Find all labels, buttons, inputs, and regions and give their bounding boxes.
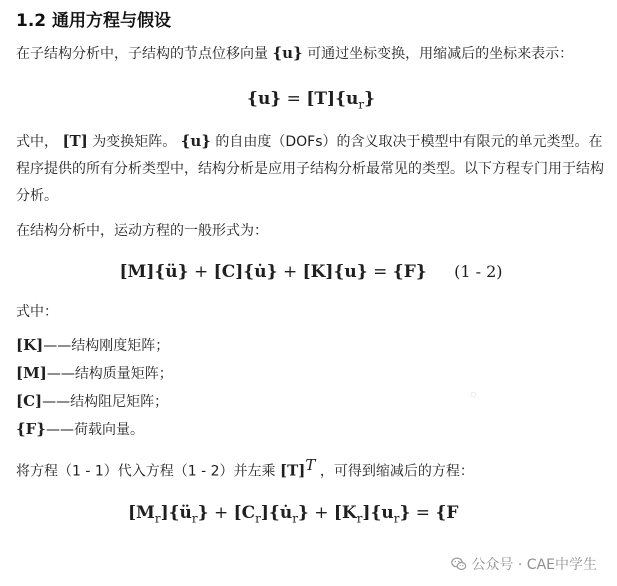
- definition-symbol: [C]: [16, 392, 43, 410]
- displacement-vector: {u}: [333, 262, 368, 282]
- watermark-text: 公众号 · CAE中学生: [471, 557, 597, 573]
- subscript-r: r: [154, 511, 161, 526]
- intro-text-before: 在子结构分析中，子结构的节点位移向量: [16, 46, 268, 62]
- definition-text: ——荷载向量。: [45, 422, 144, 438]
- reduced-stiffness-matrix: [K: [333, 502, 357, 523]
- equals-sign: =: [373, 262, 388, 282]
- definition-symbol: {F}: [16, 420, 46, 438]
- mass-matrix: [M]: [119, 262, 155, 282]
- definition-item: [16, 332, 606, 360]
- wechat-icon: [451, 556, 467, 572]
- subst-text-1: 将方程（1 - 1）代入方程（1 - 2）并左乘: [16, 463, 276, 480]
- velocity-vector: {u̇}: [243, 262, 278, 282]
- definition-list: [16, 332, 606, 444]
- definition-item: [16, 416, 606, 444]
- definition-symbol: [K]: [16, 336, 44, 354]
- stiffness-matrix: [K]: [302, 262, 334, 282]
- subscript-r: r: [356, 511, 363, 526]
- reduced-load-vector: {F: [435, 502, 459, 523]
- expl-text-1: 式中，: [16, 134, 58, 150]
- definition-item: [16, 360, 606, 388]
- equation-transform: [16, 84, 606, 114]
- definition-text: ——结构阻尼矩阵；: [42, 394, 169, 410]
- plus-sign: +: [213, 502, 229, 523]
- article-body: [16, 8, 606, 528]
- reduced-damping-matrix: [C: [233, 502, 256, 523]
- reduced-mass-matrix: [M: [128, 502, 155, 523]
- eq1-subscript: r: [358, 97, 365, 112]
- plus-sign: +: [194, 262, 209, 282]
- eq1-transform-matrix: [T]: [306, 89, 336, 109]
- subscript-r: r: [292, 511, 298, 526]
- equation-number: (1 - 2): [454, 262, 503, 281]
- transform-matrix-symbol: [T]: [62, 132, 88, 150]
- eq1-equals: =: [286, 89, 301, 109]
- wechat-watermark: [447, 554, 601, 574]
- expl-text-3: 的自由度（DOFs）的含义取决于模型中有限元的单元类型。在程序提供的所有分析类型中，结构分析是应用子结构分析最常见的类型。以下方程专门用于结构分析。: [16, 134, 604, 204]
- eq1-close-brace: }: [364, 89, 375, 109]
- definition-symbol: [M]: [16, 364, 47, 382]
- paragraph-explanation: [16, 128, 606, 210]
- intro-text-after: 可通过坐标变换，用缩减后的坐标来表示：: [307, 46, 574, 62]
- damping-matrix: [C]: [213, 262, 244, 282]
- equation-motion: [16, 257, 606, 287]
- dof-vector-symbol: {u}: [180, 132, 211, 150]
- subscript-r: r: [191, 511, 198, 526]
- reduced-displacement: {u: [370, 502, 394, 523]
- paragraph-motion-intro: 在结构分析中，运动方程的一般形式为：: [16, 223, 268, 239]
- plus-sign: +: [282, 262, 298, 282]
- section-heading: 1.2 通用方程与假设: [16, 11, 172, 31]
- displacement-vector-symbol: {u}: [272, 44, 303, 62]
- definition-item: [16, 388, 606, 416]
- definition-text: ——结构质量矩阵；: [46, 366, 173, 382]
- reduced-velocity: {u̇: [268, 502, 293, 523]
- equals-sign: =: [415, 502, 431, 523]
- plus-sign: +: [314, 502, 329, 523]
- paragraph-intro: [16, 40, 606, 68]
- transpose-matrix-symbol: [T]: [280, 461, 306, 480]
- subscript-r: r: [393, 511, 400, 526]
- eq1-reduced-vector: {u: [335, 89, 359, 109]
- transpose-superscript: T: [305, 456, 316, 474]
- reduced-acceleration: {ü: [168, 502, 192, 523]
- paragraph-substitution: [16, 452, 606, 486]
- expl-text-2: 为变换矩阵。: [92, 134, 177, 150]
- faint-watermark-mark: ◇: [468, 388, 479, 402]
- acceleration-vector: {ü}: [154, 262, 189, 282]
- subst-text-2: ，可得到缩减后的方程：: [319, 463, 474, 480]
- subscript-r: r: [255, 511, 261, 526]
- definition-text: ——结构刚度矩阵；: [43, 338, 170, 354]
- load-vector: {F}: [392, 262, 427, 282]
- paragraph-where: 式中：: [16, 304, 58, 320]
- eq1-lhs: {u}: [247, 89, 282, 109]
- equation-reduced: $[M_r]\{ü_r\}$ + $[C_r]\{u̇_r\} + [K_r]\{u_r\} = \{F$: [128, 502, 459, 526]
